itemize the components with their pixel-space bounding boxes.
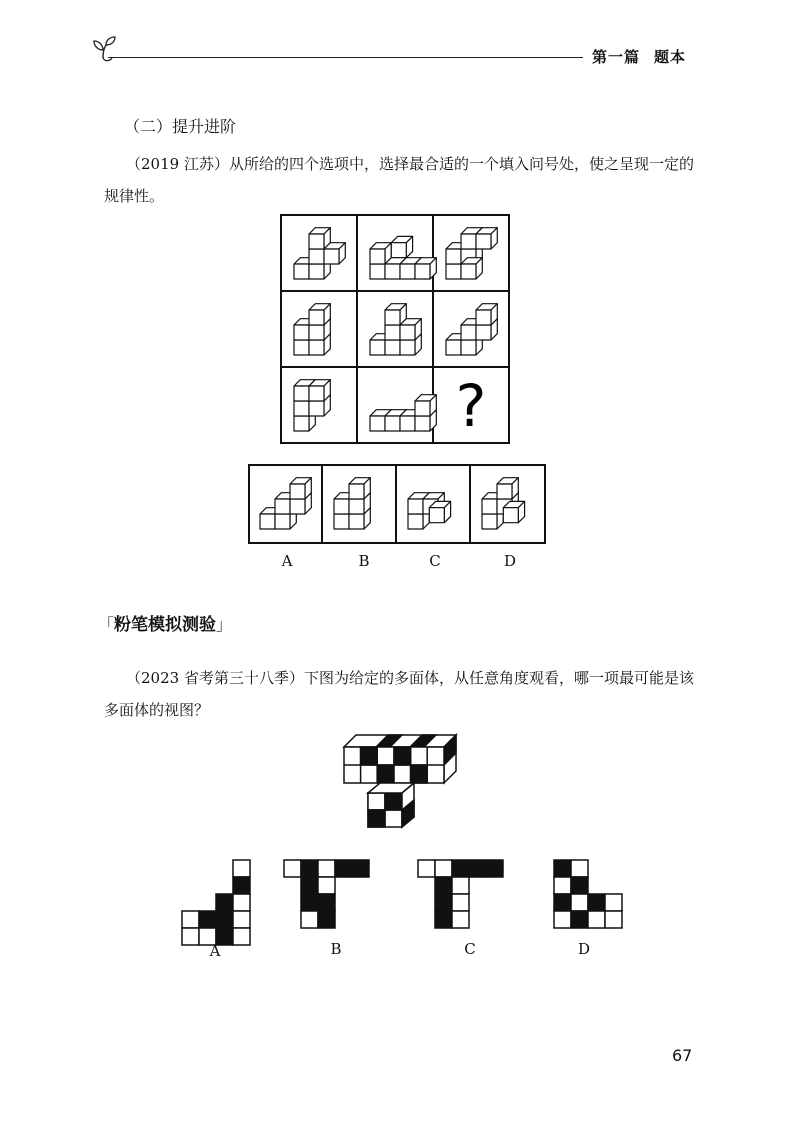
- question-mark: ?: [455, 372, 487, 440]
- question1-option-b-label[interactable]: B: [358, 552, 370, 570]
- mock-heading-title: 粉笔模拟测验: [114, 615, 217, 635]
- polyhedron-figure: [340, 733, 460, 833]
- question1-option-d-label[interactable]: D: [503, 552, 517, 570]
- header-part: 第一篇: [592, 48, 641, 66]
- header-section: 题本: [654, 48, 687, 66]
- mock-heading-close-bracket: 」: [216, 615, 233, 634]
- question2-text: （2023 省考第三十八季）下图为给定的多面体，从任意角度观看，哪一项最可能是该多面体的视图？: [104, 669, 694, 719]
- mock-test-heading: [98, 610, 232, 635]
- question1-option-c-label[interactable]: C: [429, 552, 441, 570]
- question2-options-figures: [180, 858, 630, 932]
- section-heading: （二）提升进阶: [124, 117, 237, 136]
- question2-option-c-label[interactable]: C: [464, 940, 476, 958]
- question1-options-row: [248, 464, 546, 544]
- mock-heading-open-bracket: 「: [98, 615, 115, 634]
- question1-figure-grid: [280, 214, 510, 444]
- header-rule: [108, 57, 583, 58]
- header-title: [592, 46, 686, 67]
- question1-option-a-label[interactable]: A: [281, 552, 293, 570]
- question2-option-b-label[interactable]: B: [330, 940, 342, 958]
- question1-text: （2019 江苏）从所给的四个选项中，选择最合适的一个填入问号处，使之呈现一定的规律性。: [104, 155, 694, 205]
- question2-option-a-label[interactable]: A: [209, 942, 221, 960]
- page-number: 67: [672, 1046, 693, 1065]
- question2-option-d-label[interactable]: D: [577, 940, 591, 958]
